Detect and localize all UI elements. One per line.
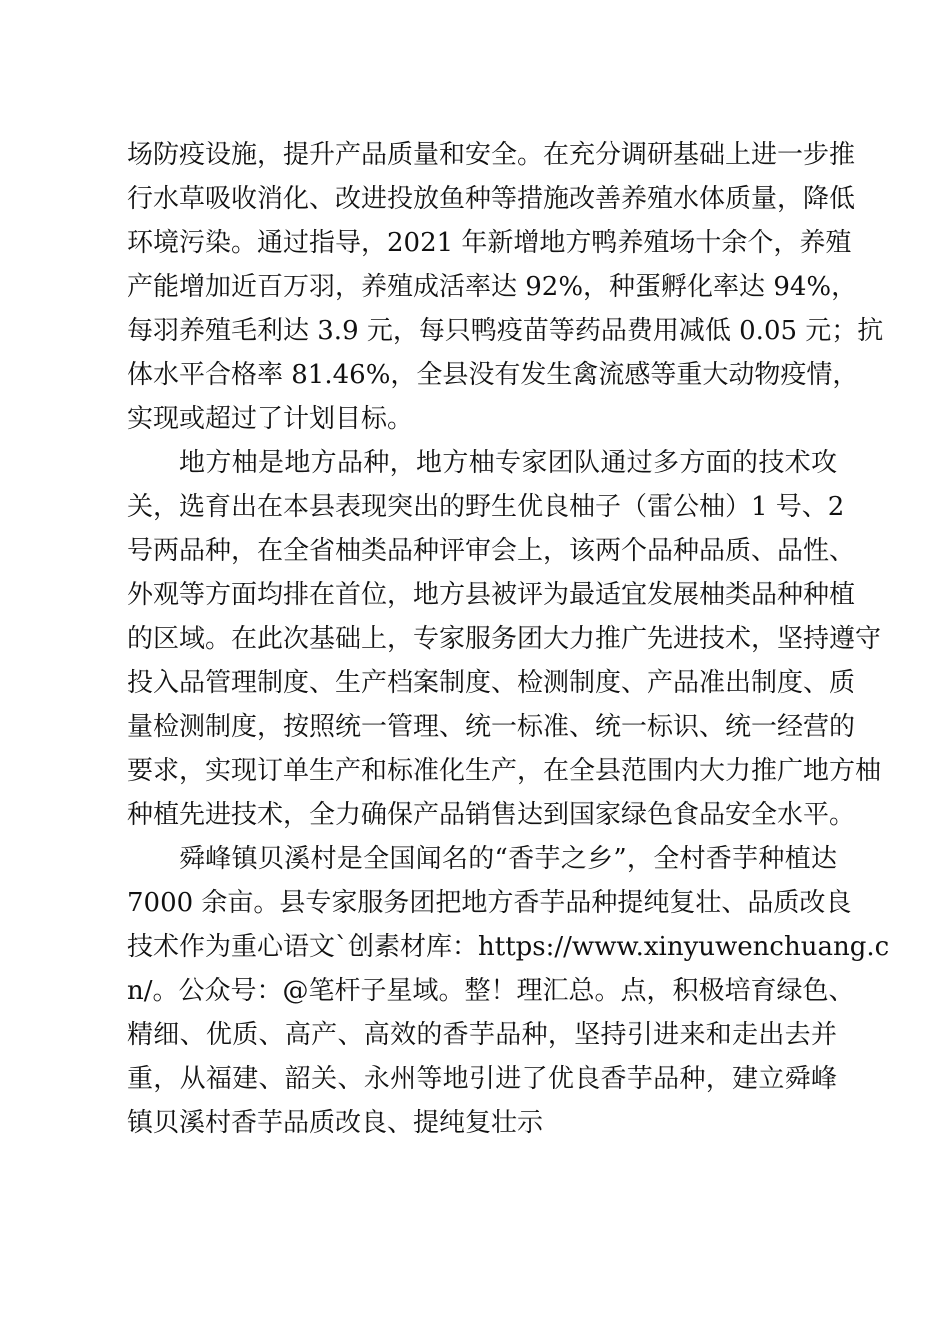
text-line: 外观等方面均排在首位，地方县被评为最适宜发展柚类品种种植 (127, 580, 856, 610)
text-line: 环境污染。通过指导，2021 年新增地方鸭养殖场十余个，养殖 (127, 228, 852, 258)
text-line: 场防疫设施，提升产品质量和安全。在充分调研基础上进一步推 (127, 140, 856, 170)
text-line: 体水平合格率 81.46%，全县没有发生禽流感等重大动物疫情， (127, 360, 859, 390)
text-line: 重，从福建、韶关、永州等地引进了优良香芋品种，建立舜峰 (127, 1064, 837, 1094)
text-line: 关，选育出在本县表现突出的野生优良柚子（雷公柚）1 号、2 (127, 492, 845, 522)
text-line: 行水草吸收消化、改进投放鱼种等措施改善养殖水体质量，降低 (127, 184, 856, 214)
text-line: n/。公众号：@笔杆子星域。整！理汇总。点，积极培育绿色、 (127, 976, 855, 1006)
text-line: 精细、优质、高产、高效的香芋品种，坚持引进来和走出去并 (127, 1020, 837, 1050)
text-line: 要求，实现订单生产和标准化生产，在全县范围内大力推广地方柚 (127, 756, 882, 786)
text-line: 每羽养殖毛利达 3.9 元，每只鸭疫苗等药品费用减低 0.05 元；抗 (127, 316, 884, 346)
text-line: 量检测制度，按照统一管理、统一标准、统一标识、统一经营的 (127, 712, 856, 742)
text-line: 7000 余亩。县专家服务团把地方香芋品种提纯复壮、品质改良 (127, 888, 852, 918)
text-line: 舜峰镇贝溪村是全国闻名的“香芋之乡”，全村香芋种植达 (179, 844, 837, 874)
text-line: 实现或超过了计划目标。 (127, 404, 414, 434)
text-line: 产能增加近百万羽，养殖成活率达 92%，种蛋孵化率达 94%， (127, 272, 858, 302)
text-line: 种植先进技术，全力确保产品销售达到国家绿色食品安全水平。 (127, 800, 856, 830)
text-line: 技术作为重心语文`创素材库：https://www.xinyuwenchuang.c (127, 932, 890, 962)
text-line: 投入品管理制度、生产档案制度、检测制度、产品准出制度、质 (127, 668, 856, 698)
text-line: 镇贝溪村香芋品质改良、提纯复壮示 (127, 1108, 544, 1138)
text-line: 地方柚是地方品种，地方柚专家团队通过多方面的技术攻 (179, 448, 837, 478)
text-line: 的区域。在此次基础上，专家服务团大力推广先进技术，坚持遵守 (127, 624, 882, 654)
text-line: 号两品种，在全省柚类品种评审会上，该两个品种品质、品性、 (127, 536, 856, 566)
